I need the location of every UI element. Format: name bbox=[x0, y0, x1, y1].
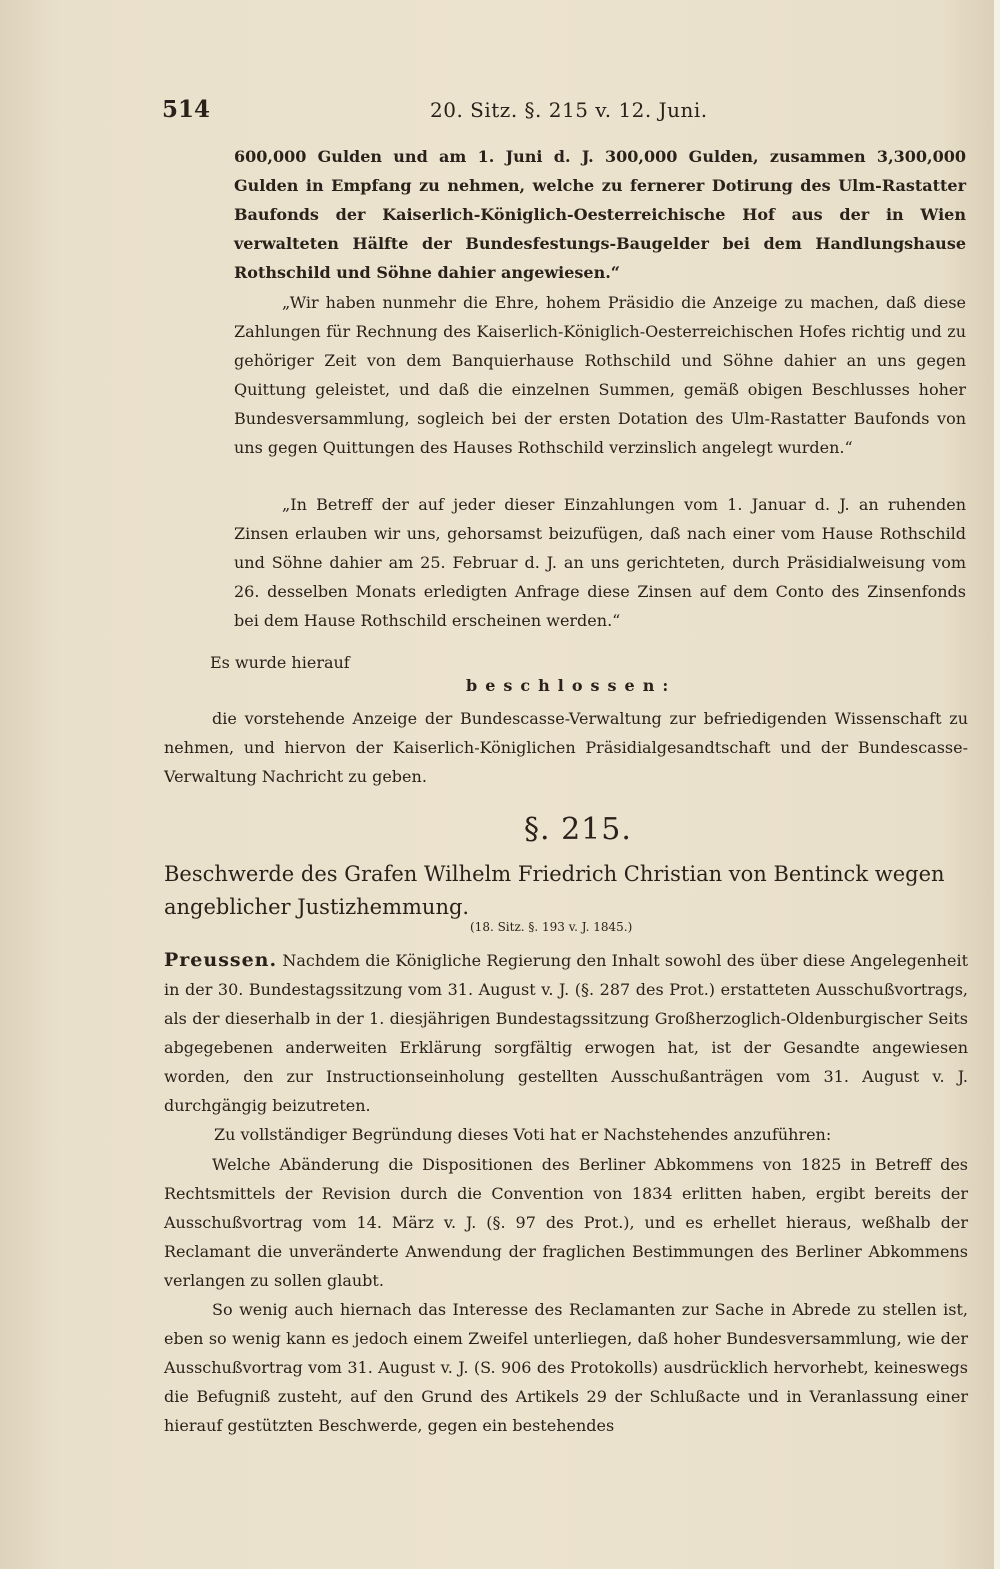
section-number: §. 215. bbox=[524, 812, 632, 847]
paragraph-2-text: „Wir haben nunmehr die Ehre, hohem Präsidio die Anzeige zu machen, daß diese Zahlungen für Rechnung des Kaiserlich-Königlich-Oesterreichischen Hofes richtig und zu gehöriger Zeit von dem Banquierhause Rothschild und Söhne dahier an uns gegen Quittung geleistet, und daß die einzelnen Summen, gemäß obigen Beschlusses hoher Bundesversammlung, sogleich bei der ersten Dotation des Ulm-Rastatter Baufonds von uns gegen Quittungen des Hauses Rothschild verzinslich angelegt wurden.“ bbox=[234, 293, 966, 457]
paragraph-6-text: Nachdem die Königliche Regierung den Inhalt sowohl des über diese Angelegenheit in der 30. Bundestagssitzung vom 31. August v. J. (§. 287 des Prot.) erstatteten Ausschußvortrags, als der dieserhalb in der 1. diesjährigen Bundestagssitzung Großherzoglich-Oldenburgischer Seits abgegebenen anderweiten Erklärung sorgfältig erwogen hat, ist der Gesandte angewiesen worden, den zur Instructionseinholung gestellten Ausschußanträgen vom 31. August v. J. durchgängig beizutreten. bbox=[164, 951, 968, 1115]
speaker-label: Preussen. bbox=[164, 949, 278, 971]
paragraph-5-text: die vorstehende Anzeige der Bundescasse-Verwaltung zur befriedigenden Wissenschaft zu nehmen, und hiervon der Kaiserlich-Königlichen Präsidialgesandtschaft und der Bundescasse-Verwaltung Nachricht zu geben. bbox=[164, 709, 968, 786]
paragraph-8 bbox=[164, 1150, 968, 1295]
page-header bbox=[162, 96, 902, 130]
paragraph-9-text: So wenig auch hiernach das Interesse des Reclamanten zur Sache in Abrede zu stellen ist, eben so wenig kann es jedoch einem Zweifel unterliegen, daß hoher Bundesversammlung, wie der Ausschußvortrag vom 31. August v. J. (S. 906 des Protokolls) ausdrücklich hervorhebt, keineswegs die Befugniß zusteht, auf den Grund des Artikels 29 der Schlußacte und in Veranlassung einer hierauf gestützten Beschwerde, gegen ein bestehendes bbox=[164, 1300, 968, 1435]
page-number: 514 bbox=[162, 96, 211, 123]
paragraph-1: 600,000 Gulden und am 1. Juni d. J. 300,000 Gulden, zusammen 3,300,000 Gulden in Empfang zu nehmen, welche zu fernerer Dotirung des Ulm-Rastatter Baufonds der Kaiserlich-Königlich-Oesterreichische Hof aus der in Wien verwalteten Hälfte der Bundesfestungs-Baugelder bei dem Handlungshause Rothschild und Söhne dahier angewiesen.“ bbox=[234, 147, 966, 282]
paragraph-4: Es wurde hierauf bbox=[210, 653, 350, 672]
paragraph-3 bbox=[234, 490, 966, 635]
paragraph-6 bbox=[164, 946, 968, 1120]
paragraph-2 bbox=[234, 288, 966, 462]
paragraph-8-text: Welche Abänderung die Dispositionen des Berliner Abkommens von 1825 in Betreff des Rechtsmittels der Revision durch die Convention von 1834 erlitten haben, ergibt bereits der Ausschußvortrag vom 14. März v. J. (§. 97 des Prot.), und es erhellet hieraus, weßhalb der Reclamant die unveränderte Anwendung der fraglichen Bestimmungen des Berliner Abkommens verlangen zu sollen glaubt. bbox=[164, 1155, 968, 1290]
paragraph-5 bbox=[164, 704, 968, 791]
section-citation: (18. Sitz. §. 193 v. J. 1845.) bbox=[470, 920, 633, 934]
section-title: Beschwerde des Grafen Wilhelm Friedrich Christian von Bentinck wegen angeblicher Justizhemmung. bbox=[164, 862, 945, 919]
paragraph-3-text: „In Betreff der auf jeder dieser Einzahlungen vom 1. Januar d. J. an ruhenden Zinsen erlauben wir uns, gehorsamst beizufügen, daß nach einer vom Hause Rothschild und Söhne dahier am 25. Februar d. J. an uns gerichteten, durch Präsidialweisung vom 26. desselben Monats erledigten Anfrage diese Zinsen auf dem Conto des Zinsenfonds bei dem Hause Rothschild erscheinen werden.“ bbox=[234, 495, 966, 630]
paragraph-7: Zu vollständiger Begründung dieses Voti hat er Nachstehendes anzuführen: bbox=[214, 1125, 832, 1144]
resolution-heading: beschlossen: bbox=[466, 676, 677, 695]
running-head: 20. Sitz. §. 215 v. 12. Juni. bbox=[430, 98, 708, 122]
paragraph-9 bbox=[164, 1295, 968, 1440]
page-edge bbox=[994, 0, 1000, 1569]
